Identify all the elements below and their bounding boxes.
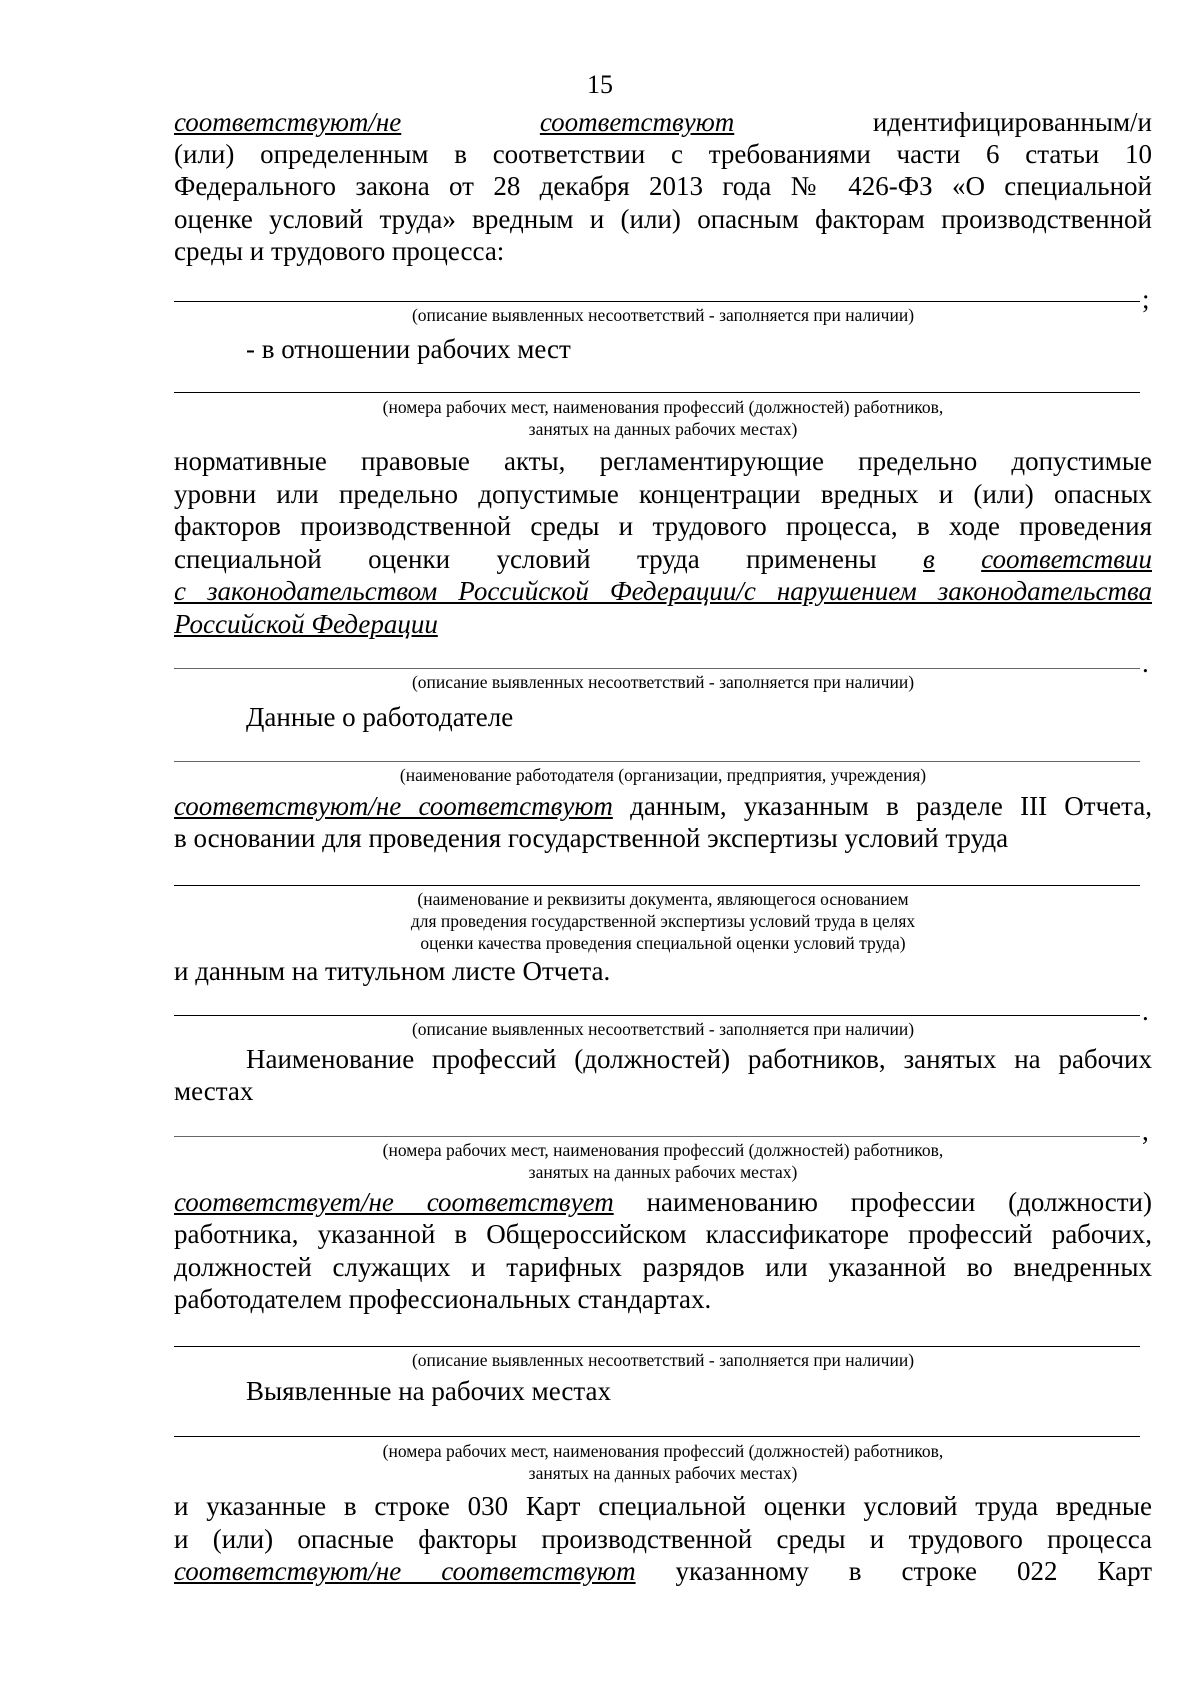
status-choice: соответствуют/не соответствуют bbox=[174, 791, 613, 821]
paragraph-line: нормативные правовые акты, регламентирующие предельно допустимые bbox=[174, 446, 1152, 476]
field-caption: занятых на данных рабочих местах) bbox=[528, 419, 798, 439]
field-caption: (описание выявленных несоответствий - заполняется при наличии) bbox=[411, 1350, 915, 1370]
page-number: 15 bbox=[587, 70, 613, 99]
paragraph-line: среды и трудового процесса: bbox=[174, 236, 505, 266]
paragraph-line: соответствуют/не соответствуют идентифицированным/и bbox=[174, 107, 1153, 137]
field-caption: (описание выявленных несоответствий - заполняется при наличии) bbox=[411, 672, 915, 692]
field-caption: (номера рабочих мест, наименования профессий (должностей) работников, bbox=[382, 1441, 944, 1461]
section-heading: Данные о работодателе bbox=[246, 702, 514, 732]
field-caption: (номера рабочих мест, наименования профессий (должностей) работников, bbox=[382, 397, 944, 417]
paragraph-line: уровни или предельно допустимые концентрации вредных и (или) опасных bbox=[174, 479, 1152, 509]
paragraph-line: оценке условий труда» вредным и (или) опасным факторам производственной bbox=[174, 204, 1152, 234]
line-punctuation: . bbox=[1142, 648, 1149, 678]
paragraph-line bbox=[174, 608, 1152, 641]
status-choice: соответствии bbox=[981, 544, 1152, 574]
paragraph-line: местах bbox=[174, 1076, 254, 1106]
status-choice: соответствуют/не соответствуют bbox=[174, 1556, 636, 1586]
paragraph-line: специальной оценки условий труда применены в соответствии bbox=[174, 544, 1152, 574]
field-caption: (описание выявленных несоответствий - заполняется при наличии) bbox=[411, 305, 915, 325]
fill-in-line bbox=[174, 301, 1140, 302]
field-caption: (наименование и реквизиты документа, являющегося основанием bbox=[417, 889, 909, 909]
paragraph-line: и данным на титульном листе Отчета. bbox=[174, 956, 611, 986]
paragraph-line: соответствует/не соответствует наименованию профессии (должности) bbox=[174, 1187, 1152, 1217]
field-caption: занятых на данных рабочих местах) bbox=[528, 1463, 798, 1483]
paragraph-line: в основании для проведения государственной экспертизы условий труда bbox=[174, 823, 1009, 853]
line-punctuation: , bbox=[1142, 1116, 1149, 1146]
paragraph-line: (или) определенным в соответствии с требованиями части 6 статьи 10 bbox=[174, 139, 1152, 169]
paragraph-line: Наименование профессий (должностей) работников, занятых на рабочих bbox=[246, 1044, 1152, 1074]
paragraph-line: должностей служащих и тарифных разрядов или указанной во внедренных bbox=[174, 1252, 1152, 1282]
fill-in-line bbox=[174, 1136, 1140, 1137]
paragraph-line: соответствуют/не соответствуют данным, указанным в разделе III Отчета, bbox=[174, 791, 1152, 821]
paragraph-line: Федерального закона от 28 декабря 2013 года № 426-ФЗ «О специальной bbox=[174, 171, 1152, 201]
section-heading: Выявленные на рабочих местах bbox=[246, 1376, 612, 1406]
fill-in-line bbox=[174, 1436, 1140, 1437]
field-caption: для проведения государственной экспертизы условий труда в целях bbox=[410, 911, 916, 931]
field-caption: (описание выявленных несоответствий - заполняется при наличии) bbox=[411, 1019, 915, 1039]
fill-in-line bbox=[174, 668, 1140, 669]
paragraph-line: соответствуют/не соответствуют указанному в строке 022 Карт bbox=[174, 1556, 1153, 1586]
section-heading: - в отношении рабочих мест bbox=[246, 334, 571, 364]
status-choice: Российской Федерации bbox=[174, 609, 438, 639]
paragraph-line: работодателем профессиональных стандартах. bbox=[174, 1284, 712, 1314]
status-choice: в bbox=[923, 544, 935, 574]
paragraph-line bbox=[174, 575, 1152, 608]
fill-in-line bbox=[174, 885, 1140, 886]
fill-in-line bbox=[174, 1015, 1140, 1016]
status-choice: соответствует/не соответствует bbox=[174, 1187, 614, 1217]
field-caption: оценки качества проведения специальной оценки условий труда) bbox=[420, 933, 906, 953]
line-punctuation: ; bbox=[1142, 284, 1150, 314]
field-caption: занятых на данных рабочих местах) bbox=[528, 1162, 798, 1182]
status-choice: соответствуют/не bbox=[174, 107, 402, 137]
paragraph-line: работника, указанной в Общероссийском классификаторе профессий рабочих, bbox=[174, 1219, 1152, 1249]
fill-in-line bbox=[174, 1346, 1140, 1347]
paragraph-line: и (или) опасные факторы производственной среды и трудового процесса bbox=[174, 1524, 1152, 1554]
paragraph-line: и указанные в строке 030 Карт специальной оценки условий труда вредные bbox=[174, 1491, 1152, 1521]
fill-in-line bbox=[174, 761, 1140, 762]
paragraph-line: факторов производственной среды и трудового процесса, в ходе проведения bbox=[174, 511, 1152, 541]
field-caption: (номера рабочих мест, наименования профессий (должностей) работников, bbox=[382, 1140, 944, 1160]
status-choice: с законодательством Российской Федерации/с нарушением законодательства bbox=[174, 576, 1152, 606]
status-choice: соответствуют bbox=[539, 107, 735, 137]
field-caption: (наименование работодателя (организации, предприятия, учреждения) bbox=[399, 765, 927, 785]
fill-in-line bbox=[174, 392, 1140, 393]
line-punctuation: . bbox=[1142, 996, 1149, 1026]
